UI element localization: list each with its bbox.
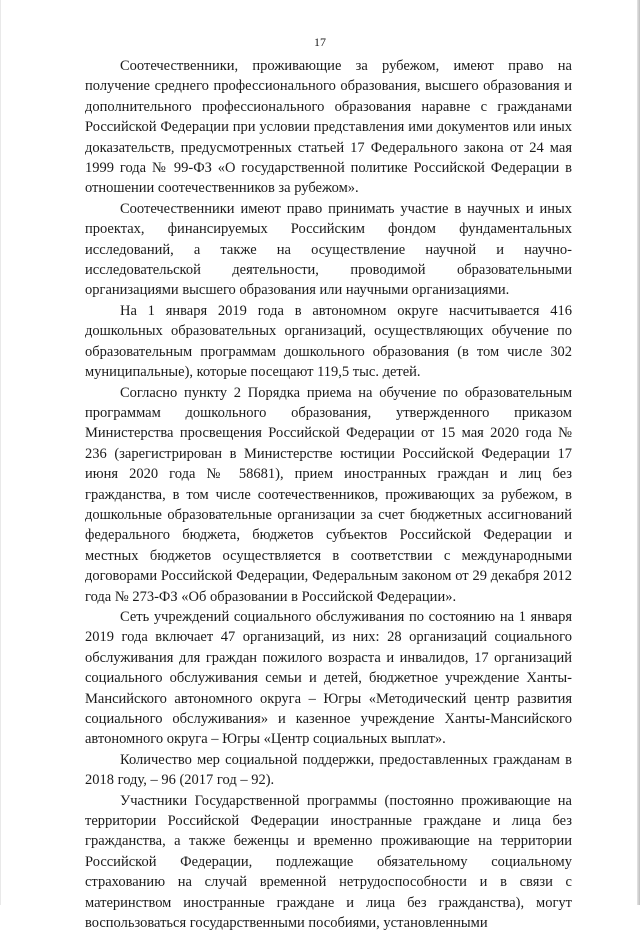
paragraph: На 1 января 2019 года в автономном округе насчитывается 416 дошкольных образовательных организаций, осуществляющих обучение по образовательным программам дошкольного образования (в том числе 302 муниципальные), которые посещают 119,5 тыс. детей. <box>85 302 572 381</box>
paragraph: Согласно пункту 2 Порядка приема на обучение по образовательным программам дошкольного образования, утвержденного приказом Министерства просвещения Российской Федерации от 15 мая 2020 года № 236 (зарегистрирован в Министерстве юстиции Российской Федерации 17 июня 2020 года № 58681), прием иностранных граждан и лиц без гражданства, в том числе соотечественников, проживающих за рубежом, в дошкольные образовательные организации за счет бюджетных ассигнований федерального бюджета, бюджетов субъектов Российской Федерации и местных бюджетов осуществляется в соответствии с международными договорами Российской Федерации, Федеральным законом от 29 декабря 2012 года № 273-ФЗ «Об образовании в Российской Федерации». <box>85 384 572 605</box>
paragraph: Количество мер социальной поддержки, предоставленных гражданам в 2018 году, – 96 (2017 год – 92). <box>85 751 572 789</box>
page-number: 17 <box>314 35 326 49</box>
paragraph: Участники Государственной программы (постоянно проживающие на территории Российской Федерации иностранные граждане и лица без гражданства, а также беженцы и временно проживающие на территории Российской Федерации, подлежащие обязательному социальному страхованию на случай временной нетрудоспособности и в связи с материнством иностранные граждане и лица без гражданства), могут воспользоваться государственными пособиями, установленными <box>85 792 572 932</box>
body-text <box>85 56 572 933</box>
paragraph: Сеть учреждений социального обслуживания по состоянию на 1 января 2019 года включает 47 организаций, из них: 28 организаций социального обслуживания для граждан пожилого возраста и инвалидов, 17 организаций социального обслуживания семьи и детей, бюджетное учреждение Ханты-Мансийского автономного округа – Югры «Методический центр развития социального обслуживания» и казенное учреждение Ханты-Мансийского автономного округа – Югры «Центр социальных выплат». <box>85 608 572 748</box>
page-left-edge <box>0 0 1 905</box>
paragraph: Соотечественники, проживающие за рубежом, имеют право на получение среднего профессионального образования, высшего образования и дополнительного профессионального образования наравне с гражданами Российской Федерации при условии представления ими документов или иных доказательств, предусмотренных статьей 17 Федерального закона от 24 мая 1999 года № 99-ФЗ «О государственной политике Российской Федерации в отношении соотечественников за рубежом». <box>85 58 572 197</box>
paragraph: Соотечественники имеют право принимать участие в научных и иных проектах, финансируемых Российским фондом фундаментальных исследований, а также на осуществление научной и научно-исследовательской деятельности, проводимой образовательными организациями высшего образования или научными организациями. <box>85 200 572 299</box>
